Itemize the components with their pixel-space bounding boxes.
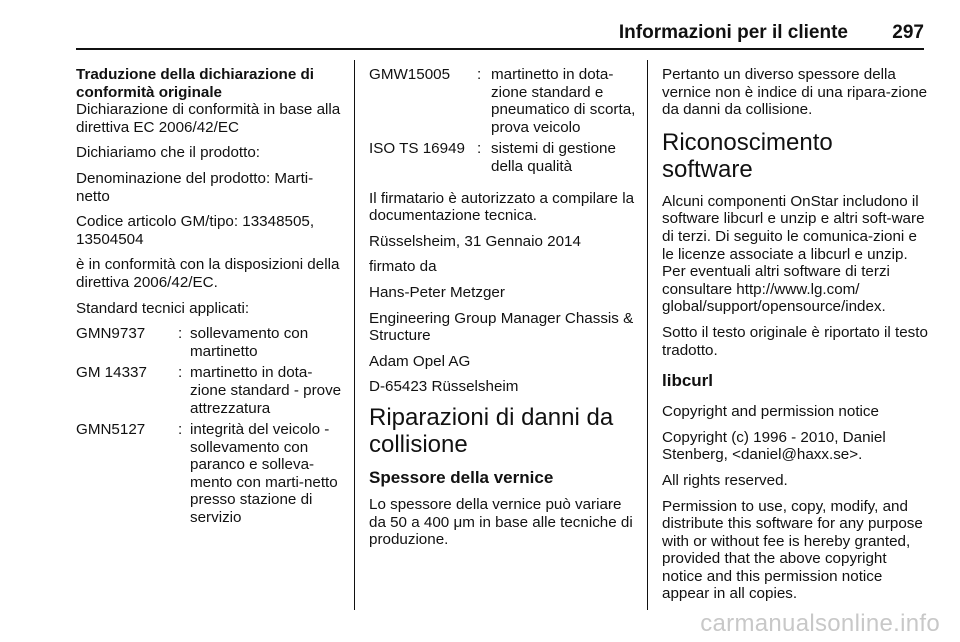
declaration-heading: Traduzione della dichiarazione di conformità originale [76, 66, 314, 101]
paragraph: Hans-Peter Metzger [369, 283, 505, 301]
column-divider [354, 60, 355, 610]
standard-row [369, 66, 637, 136]
paragraph: Sotto il testo originale è riportato il testo tradotto. [662, 323, 928, 359]
paragraph: Dichiariamo che il prodotto: [76, 144, 261, 162]
paragraph: D-65423 Rüsselsheim [369, 378, 519, 396]
standard-description: sistemi di gestione della qualità [491, 140, 616, 175]
paragraph: Codice articolo GM/tipo: 13348505, 13504504 [76, 213, 315, 248]
page-number: 297 [892, 22, 924, 43]
subsection-heading: Spessore della vernice [369, 467, 554, 487]
column-divider [647, 60, 648, 610]
paragraph: firmato da [369, 258, 437, 276]
standard-separator: : [178, 325, 183, 343]
standard-description: martinetto in dota-zione standard - prove attrezzatura [190, 364, 342, 417]
paragraph: Permission to use, copy, modify, and distribute this software for any purpose with or without fee is hereby granted, provided that the above copyright notice and this permission notice appear in all copies. [662, 497, 923, 603]
paragraph: All rights reserved. [662, 471, 788, 489]
paragraph: Rüsselsheim, 31 Gennaio 2014 [369, 232, 581, 250]
standard-code: ISO TS 16949 [369, 140, 465, 158]
paragraph: Copyright and permission notice [662, 403, 879, 421]
column-2 [369, 66, 637, 557]
page-header [76, 0, 924, 50]
standard-code: GMW15005 [369, 66, 451, 83]
watermark: carmanualsonline.info [700, 610, 940, 637]
paragraph: Alcuni componenti OnStar includono il software libcurl e unzip e altri soft-ware di terzi. Di seguito le comunica-zioni e le licenze associate a libcurl e unzip. Per eventuali altri software di terzi consultare http://www.lg.com/ global/support/opensource/index. [662, 192, 925, 316]
paragraph: Copyright (c) 1996 - 2010, Daniel Stenberg, <daniel@haxx.se>. [662, 428, 886, 464]
paragraph: Il firmatario è autorizzato a compilare la documentazione tecnica. [369, 189, 635, 225]
subsection-heading: libcurl [662, 371, 714, 391]
paragraph: è in conformità con la disposizioni della direttiva 2006/42/EC. [76, 256, 340, 291]
paragraph: Standard tecnici applicati: [76, 299, 250, 317]
standard-row [369, 140, 637, 175]
standard-code: GMN5127 [76, 421, 146, 439]
paragraph: Lo spessore della vernice può variare da 50 a 400 μm in base alle tecniche di produzione. [369, 495, 633, 549]
standard-separator: : [477, 140, 482, 158]
standard-code: GMN9737 [76, 325, 146, 343]
column-1 [76, 66, 344, 531]
paragraph: Engineering Group Manager Chassis & Structure [369, 309, 634, 345]
standard-description: sollevamento con martinetto [190, 325, 309, 360]
paragraph: Pertanto un diverso spessore della vernice non è indice di una ripara-zione da danni da collisione. [662, 66, 928, 119]
standard-row [76, 364, 344, 417]
standard-row [76, 421, 344, 527]
standard-description: martinetto in dota-zione standard e pneumatico di scorta, prova veicolo [491, 66, 636, 136]
section-heading: Riconoscimento software [662, 128, 833, 183]
standard-separator: : [178, 364, 183, 382]
paragraph: Denominazione del prodotto: Marti-netto [76, 169, 314, 205]
paragraph: Adam Opel AG [369, 352, 471, 370]
paragraph: Dichiarazione di conformità in base alla direttiva EC 2006/42/EC [76, 101, 341, 136]
standard-description: integrità del veicolo - sollevamento con paranco e solleva-mento con marti-netto presso stazione di servizio [190, 421, 338, 527]
standard-row [76, 325, 344, 360]
standard-code: GM 14337 [76, 364, 147, 382]
section-heading: Riparazioni di danni da collisione [369, 403, 614, 458]
column-3 [662, 66, 930, 611]
standard-separator: : [477, 66, 482, 83]
page-header-title: Informazioni per il cliente [618, 22, 848, 43]
standard-separator: : [178, 421, 183, 439]
